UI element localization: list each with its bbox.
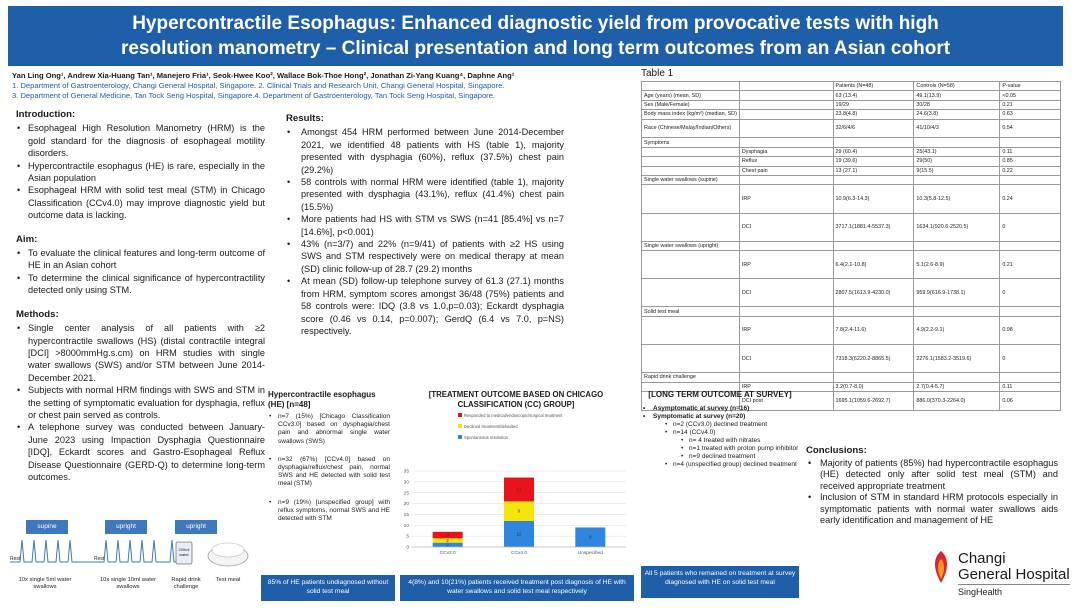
y-tick-label: 20 — [403, 502, 409, 508]
author-names: Yan Ling Ong¹, Andrew Xia-Huang Tan¹, Manejero Fria¹, Seok-Hwee Koo², Wallace Bok-Thoe Hong², Jonathan Zi-Yang Kuang⁴, Daphne Ang¹ — [12, 71, 515, 80]
sws-10ml-label: 10x single 10ml water swallows — [99, 577, 157, 590]
table-cell: 63 (13.4) — [833, 91, 914, 100]
he-cohort-list — [268, 413, 390, 523]
table-row — [642, 166, 1061, 175]
y-tick-label: 25 — [403, 491, 409, 497]
sws-5ml-label: 10x single 5ml water swallows — [18, 577, 72, 590]
list-item: • Amongst 454 HRM performed between June 2014-December 2021, we identified 48 patients with HS (table 1), majority presented with dysphagia (60%), reflux (37.5%) chest pain (29.2%) — [286, 126, 564, 176]
y-tick-label: 30 — [403, 480, 409, 486]
x-tick-label: CCv4.0 — [511, 551, 527, 556]
bar-value-label: 3 — [446, 532, 449, 538]
table-cell: 7.8(2.4-11.6) — [833, 316, 914, 344]
table-cell: 959.9(616.9-1738.1) — [914, 279, 1000, 307]
table-cell: Race (Chinese/Malay/Indian/Others) — [642, 119, 740, 138]
table-row — [642, 185, 1061, 213]
table-cell: <0.05 — [1000, 91, 1061, 100]
results-heading: Results: — [286, 113, 324, 124]
bar-value-label: 9 — [517, 508, 521, 514]
table-cell — [833, 373, 914, 382]
table-cell: 10.9(6.3-14.3) — [833, 185, 914, 213]
table-cell — [642, 213, 740, 241]
list-item: • 43% (n=3/7) and 22% (n=9/41) of patients with ≥2 HS using SWS and STM respectively were on medical therapy at mean (SD) clinic follow-up of 28.7 (29.2) months — [286, 238, 564, 275]
cup-label: 200ml water — [178, 547, 190, 557]
symptomatic-label: Symptomatic at survey (n=20) — [653, 412, 746, 420]
table-cell — [642, 82, 740, 91]
list-item: • Inclusion of STM in standard HRM protocols especially in symptomatic patients with normal water swallows aids early identification and management of HE — [806, 492, 1058, 527]
bar-value-label: 2 — [446, 537, 449, 543]
table-row — [642, 251, 1061, 279]
conclusions-heading: Conclusions: — [806, 445, 867, 456]
affiliation-line2: 3. Department of General Medicine, Tan Tock Seng Hospital, Singapore.4. Department of Gastroenterology, Tan Tock Seng Hospital, Singapore. — [12, 91, 496, 100]
table-caption: Table 1 — [641, 68, 674, 79]
aim-heading: Aim: — [16, 233, 38, 245]
table-cell: 24.6(3.8) — [914, 110, 1000, 119]
table-cell: 9(15.5) — [914, 166, 1000, 175]
table-row — [642, 147, 1061, 156]
table-1 — [641, 68, 1061, 411]
table-cell — [739, 100, 833, 109]
table-cell — [642, 251, 740, 279]
table-row — [642, 175, 1061, 184]
chart-title: [TREATMENT OUTCOME BASED ON CHICAGO CLASSIFICATION (CC) GROUP] — [428, 390, 604, 409]
upright-tag: upright — [105, 520, 147, 534]
table-cell — [1000, 307, 1061, 316]
sub-sub-item: • n=1 treated with proton pump inhibitor — [653, 445, 799, 453]
legend-label: Responded to medical/endoscopic/surgical treatment — [464, 413, 563, 418]
table-cell: Single water swallows (upright) — [642, 241, 740, 250]
x-tick-label: CCv3.0 — [439, 551, 456, 556]
logo-name — [958, 551, 1070, 583]
table-cell: Controls (N=58) — [914, 82, 1000, 91]
table-cell — [1000, 138, 1061, 147]
table-cell: 0 — [1000, 213, 1061, 241]
list-item: • To evaluate the clinical features and long-term outcome of HE in an Asian cohort — [16, 247, 265, 272]
sub-item: • n=4 (unspecified group) declined treatment — [653, 461, 799, 469]
table-cell: 41/10/4/3 — [914, 119, 1000, 138]
table-cell — [739, 119, 833, 138]
table-row — [642, 213, 1061, 241]
table-cell: 49.1(13.9) — [914, 91, 1000, 100]
test-meal-label: Test meal — [215, 577, 241, 583]
table-cell: Body mass index (kg/m²) (median, SD) — [642, 110, 740, 119]
table-cell: 0.54 — [1000, 119, 1061, 138]
list-item: • Single center analysis of all patients with ≥2 hypercontractile swallows (HS) (distal contractile integral [DCI] >8000mmHg.s.cm) on HRM studies with single water swallows (SWS) and/or STM between June 2014-December 2021. — [16, 322, 265, 384]
table-cell — [833, 241, 914, 250]
table-cell — [642, 157, 740, 166]
introduction-list — [16, 122, 265, 221]
rest-label-2: Rest — [94, 556, 105, 562]
table-cell: 2276.1(1583.2-3519.6) — [914, 345, 1000, 373]
upright-tag-2: upright — [175, 520, 217, 534]
table-cell: DCI post — [739, 392, 833, 411]
table-cell: 3717.1(1881.4-5537.3) — [833, 213, 914, 241]
table-row — [642, 100, 1061, 109]
table-cell: 0.63 — [1000, 110, 1061, 119]
table-cell — [833, 307, 914, 316]
list-item: • More patients had HS with STM vs SWS (n=41 [85.4%] vs n=7 [14.6%], p<0.001) — [286, 213, 564, 238]
key-finding-box-2: 4(8%) and 10(21%) patients received treatment post diagnosis of HE with water swallows and solid test meal respectively — [400, 575, 634, 601]
key-finding-box-1: 85% of HE patients undiagnosed without solid test meal — [261, 575, 395, 601]
y-tick-label: 10 — [403, 523, 409, 529]
list-item: • At mean (SD) follow-up telephone survey of 61.3 (27.1) months from HRM, symptom scores amongst 36/48 (75%) patients and 58 controls were: IDQ (3.8 vs 1.0,p=0.03); Eckardt dysphagia score (0.46 vs 0.14, p=0.007); GerdQ (6.4 vs 7.0, p=NS) respectively. — [286, 275, 564, 337]
table-cell: 0 — [1000, 279, 1061, 307]
table-cell — [739, 175, 833, 184]
table-row — [642, 373, 1061, 382]
table-row — [642, 345, 1061, 373]
list-item: • To determine the clinical significance of hypercontractility detected only using STM. — [16, 272, 265, 297]
table-cell: 23.8(4.8) — [833, 110, 914, 119]
treatment-outcome-chart — [396, 390, 636, 566]
table-cell — [914, 175, 1000, 184]
table-cell: 29(50) — [914, 157, 1000, 166]
table-cell — [739, 373, 833, 382]
table-cell — [642, 166, 740, 175]
methods-list — [16, 322, 265, 483]
long-term-outcome-box — [641, 390, 799, 469]
list-item: • Subjects with normal HRM findings with SWS and STM in the setting of symptomatic evaluation for dysphagia, reflux or chest pain served as controls. — [16, 384, 265, 421]
table-cell: 7318.3(6220.2-8865.5) — [833, 345, 914, 373]
hospital-logo — [928, 545, 1078, 605]
table-cell: Dysphagia — [739, 147, 833, 156]
list-item: • 58 controls with normal HRM were identified (table 1), majority presented with dysphagia (43.1%), reflux (41.4%) chest pain (15.5%) — [286, 176, 564, 213]
affiliation-line1: 1. Department of Gastroenterology, Changi General Hospital, Singapore. 2. Clinical Trials and Research Unit, Changi General Hospital, Singapore. — [12, 81, 505, 90]
rest-label: Rest — [10, 556, 21, 562]
y-tick-label: 5 — [406, 534, 409, 540]
table-cell: 6.4(2.1-10.8) — [833, 251, 914, 279]
table-cell — [739, 82, 833, 91]
table-cell — [739, 138, 833, 147]
table-row — [642, 307, 1061, 316]
table-cell: 29 (60.4) — [833, 147, 914, 156]
table-cell: 2807.5(1613.9-4230.0) — [833, 279, 914, 307]
poster-title-banner — [8, 6, 1063, 66]
table-cell: 0.24 — [1000, 185, 1061, 213]
table-row — [642, 110, 1061, 119]
table-cell — [642, 279, 740, 307]
bar-value-label: 2 — [446, 542, 449, 548]
table-cell: 0.21 — [1000, 251, 1061, 279]
introduction-heading: Introduction: — [16, 109, 76, 120]
he-cohort-box — [268, 390, 390, 533]
table-row — [642, 82, 1061, 91]
table-cell: 0.11 — [1000, 382, 1061, 391]
table-row — [642, 119, 1061, 138]
table-cell: 19 (39.6) — [833, 157, 914, 166]
table-cell — [642, 185, 740, 213]
hospital-emblem-icon — [928, 549, 954, 585]
table-cell — [739, 110, 833, 119]
table-cell — [1000, 175, 1061, 184]
table-cell: Sex (Male/Female) — [642, 100, 740, 109]
table-cell: Rapid drink challenge — [642, 373, 740, 382]
table-cell — [739, 91, 833, 100]
conclusions-block — [806, 445, 1058, 527]
results-column — [286, 113, 564, 344]
table-cell — [642, 147, 740, 156]
x-tick-label: Unspecified — [577, 551, 603, 556]
table-cell: P-value — [1000, 82, 1061, 91]
logo-line2: General Hospital — [958, 566, 1070, 583]
table-cell: 1634.1(920.6-2520.5) — [914, 213, 1000, 241]
list-item: • n=7 (15%) [Chicago Classification CCv3.0] based on dysphagia/chest pain and abnormal single water swallows (SWS) — [268, 413, 390, 446]
table-cell: Solid test meal — [642, 307, 740, 316]
list-item: • Esophageal High Resolution Manometry (HRM) is the gold standard for the diagnosis of esophageal motility disorders. — [16, 122, 265, 159]
bar-value-label: 12 — [516, 531, 522, 537]
legend-swatch — [458, 413, 462, 417]
logo-line1: Changi — [958, 550, 1006, 567]
table-cell — [833, 175, 914, 184]
symptomatic-item — [641, 413, 799, 469]
table-cell: DCI — [739, 279, 833, 307]
table-1-grid — [641, 81, 1061, 411]
table-cell: 0.22 — [1000, 166, 1061, 175]
table-cell — [914, 373, 1000, 382]
table-cell: 0.11 — [1000, 147, 1061, 156]
logo-divider — [958, 584, 1070, 585]
sub-item: • n=2 (CCv3.0) declined treatment — [653, 421, 799, 429]
table-cell: 10.3(5.8-12.5) — [914, 185, 1000, 213]
methods-heading: Methods: — [16, 308, 59, 320]
table-cell: Patients (N=48) — [833, 82, 914, 91]
table-cell: IRP — [739, 382, 833, 391]
table-row — [642, 316, 1061, 344]
table-row — [642, 241, 1061, 250]
results-list — [286, 126, 564, 337]
hrm-protocol-diagram — [10, 520, 260, 600]
table-cell: Chest pain — [739, 166, 833, 175]
table-cell: 5.1(2.6-8.9) — [914, 251, 1000, 279]
left-column — [16, 109, 265, 490]
table-cell: Symptoms — [642, 138, 740, 147]
table-cell: Single water swallows (supine) — [642, 175, 740, 184]
table-cell: 30/28 — [914, 100, 1000, 109]
table-cell — [739, 307, 833, 316]
table-cell: 0 — [1000, 345, 1061, 373]
table-cell — [914, 241, 1000, 250]
table-cell: 0.06 — [1000, 392, 1061, 411]
table-cell: 3.2(0.7-8.0) — [833, 382, 914, 391]
table-cell: 19/29 — [833, 100, 914, 109]
table-cell: IRP — [739, 251, 833, 279]
y-tick-label: 15 — [403, 513, 409, 519]
key-finding-box-3: All 5 patients who remained on treatment at survey diagnosed with HE on solid test meal — [641, 566, 799, 598]
conclusions-list — [806, 458, 1058, 527]
table-cell — [1000, 241, 1061, 250]
table-cell: IRP — [739, 316, 833, 344]
poster-title-line1: Hypercontractile Esophagus: Enhanced diagnostic yield from provocative tests with high — [132, 13, 939, 34]
table-cell — [1000, 373, 1061, 382]
logo-sub: SingHealth — [958, 587, 1003, 597]
he-cohort-heading: Hypercontractile esophagus (HE) [n=48] — [268, 390, 376, 409]
table-cell — [833, 138, 914, 147]
table-row — [642, 138, 1061, 147]
poster-title-line2: resolution manometry – Clinical presentation and long term outcomes from an Asian cohort — [120, 38, 951, 59]
list-item: • Esophageal HRM with solid test meal (STM) in Chicago Classification (CCv4.0) may improve diagnostic yield but outcome data is lacking. — [16, 184, 265, 221]
sub-sub-item: • n=9 declined treatment — [653, 453, 799, 461]
table-row — [642, 157, 1061, 166]
table-cell — [642, 316, 740, 344]
list-item: • Hypercontractile esophagus (HE) is rare, especially in the Asian population — [16, 160, 265, 185]
rdc-label: Rapid drink challenge — [171, 577, 201, 590]
y-tick-label: 35 — [403, 469, 409, 475]
aim-list — [16, 247, 265, 297]
list-item: • A telephone survey was conducted between January-June 2023 using Impaction Dysphagia Questionnaire [IDQ], Eckardt scores and Gastro-Esophageal Reflux Disease Questionnaire (GERD-Q) to determine long-term outcomes. — [16, 421, 265, 483]
authors-block — [12, 71, 637, 101]
table-row — [642, 91, 1061, 100]
list-item: • n=32 (67%) [CCv4.0] based on dysphagia/reflux/chest pain, normal SWS and HE detected with solid test meal (STM) — [268, 456, 390, 489]
legend-label: Spontaneous resolution — [464, 435, 509, 440]
chart-svg — [396, 409, 636, 559]
list-item: • Majority of patients (85%) had hypercontractile esophagus (HE) detected only after solid test meal (STM) and received appropriate treatment — [806, 458, 1058, 493]
long-term-heading: [LONG TERM OUTCOME AT SURVEY] — [648, 390, 792, 399]
table-cell — [739, 241, 833, 250]
table-cell: IRP — [739, 185, 833, 213]
table-cell: 2.7(0.4-5.7) — [914, 382, 1000, 391]
bar-value-label: 9 — [589, 534, 592, 540]
table-cell: 13 (27.1) — [833, 166, 914, 175]
table-cell: Age (years) (mean, SD) — [642, 91, 740, 100]
long-term-list — [641, 405, 799, 469]
legend-swatch — [458, 424, 462, 428]
table-cell: 0.21 — [1000, 100, 1061, 109]
table-cell: 32/6/4/6 — [833, 119, 914, 138]
y-tick-label: 0 — [406, 545, 409, 551]
table-cell: 0.85 — [1000, 157, 1061, 166]
sub-sub-item: • n= 4 treated with nitrates — [653, 437, 799, 445]
list-item: • n=9 (19%) [unspecified group] with reflux symptoms, normal SWS and HE detected with STM — [268, 499, 390, 524]
table-cell: DCI — [739, 213, 833, 241]
table-cell: 0.98 — [1000, 316, 1061, 344]
table-cell: 4.9(2.2-9.1) — [914, 316, 1000, 344]
legend-label: Declined treatment/defaulted — [464, 424, 518, 429]
asymptomatic-item: • Asymptomatic at survey (n=16) — [641, 405, 799, 413]
supine-tag: supine — [26, 520, 68, 534]
table-cell — [642, 345, 740, 373]
table-row — [642, 279, 1061, 307]
table-cell — [914, 138, 1000, 147]
table-cell — [914, 307, 1000, 316]
sub-item: • n=14 (CCv4.0) — [653, 429, 799, 437]
legend-swatch — [458, 435, 462, 439]
table-cell: Reflux — [739, 157, 833, 166]
table-cell: 886.0(370.3-2264.0) — [914, 392, 1000, 411]
bar-value-label: 11 — [516, 486, 522, 492]
table-cell: 25(43.1) — [914, 147, 1000, 156]
table-cell: 1695.1(1059.6-2692.7) — [833, 392, 914, 411]
table-cell: DCI — [739, 345, 833, 373]
